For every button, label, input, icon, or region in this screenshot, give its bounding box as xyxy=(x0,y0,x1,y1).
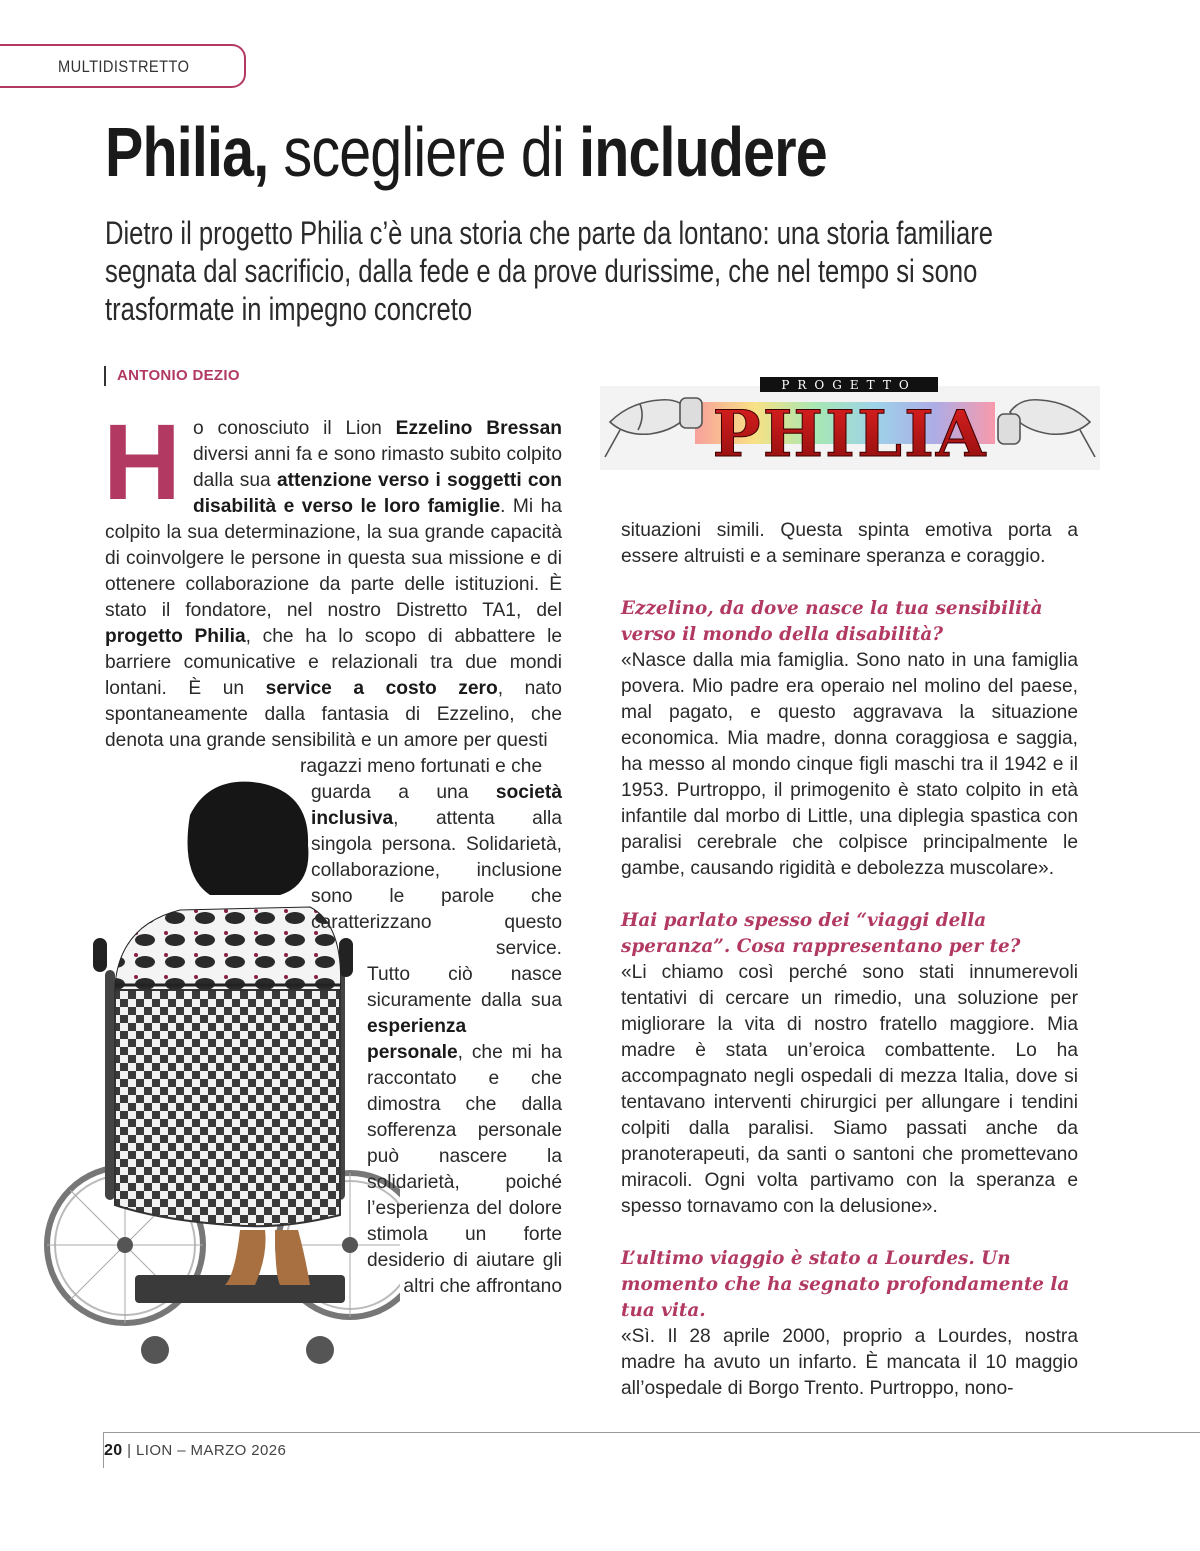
paragraph-continued: situazioni simili. Questa spinta emotiva porta a essere altruisti e a seminare speranza e coraggio. xyxy=(621,520,1078,567)
page-title xyxy=(105,110,827,194)
page-number: 20 xyxy=(104,1442,123,1459)
logo-top-label: PROGETTO xyxy=(781,378,917,392)
wrap-line-1: ragazzi meno fortunati e che xyxy=(300,756,543,777)
philia-logo xyxy=(600,372,1100,472)
answer-3: «Sì. Il 28 aprile 2000, proprio a Lourdes, nostra madre ha avuto un infarto. È mancata il 10 maggio all’ospedale di Borgo Trento. Purtroppo, nono- xyxy=(621,1326,1078,1399)
title-bold-2: includere xyxy=(579,113,827,191)
wrap-paragraph-b: Tutto ciò nasce sicuramente dalla sua esperienza personale, che mi ha raccontato e che dimostra che dalla sofferenza personale può nascere la solidarietà, poiché l’esperienza del dolore stimola un forte desiderio di aiutare gli altri che affrontano xyxy=(367,964,562,1297)
subtitle: Dietro il progetto Philia c’è una storia che parte da lontano: una storia familiare segnata dal sacrificio, dalla fede e da prove durissime, che nel tempo si sono trasformate in impegno concreto xyxy=(105,215,993,327)
wrap-paragraph-a: guarda a una società inclusiva, attenta alla singola persona. Solidarietà, collaborazione, inclusione sono le parole che caratterizzano questo service. xyxy=(311,782,562,959)
footer-divider xyxy=(103,1432,1200,1433)
question-3: L’ultimo viaggio è stato a Lourdes. Un momento che ha segnato profondamente la tua vita. xyxy=(621,1248,1070,1321)
page-footer: 20 | LION – MARZO 2026 xyxy=(104,1442,287,1459)
answer-1: «Nasce dalla mia famiglia. Sono nato in una famiglia povera. Mio padre era operaio nel molino del paese, mal pagato, e questo aggravava la situazione economica. Mia madre, donna coraggiosa e saggia, ha messo al mondo cinque figli maschi tra il 1942 e il 1953. Purtroppo, il primogenito è stato colpito in età infantile dal morbo di Little, una diplegia spastica con paralisi cerebrale che colpisce principalmente le gambe, causando rigidità e debolezza muscolare». xyxy=(621,650,1078,879)
drop-cap: H xyxy=(103,401,181,522)
title-bold-1: Philia, xyxy=(105,113,269,191)
magazine-issue: LION – MARZO 2026 xyxy=(136,1442,287,1459)
article-column-left xyxy=(103,401,563,1300)
section-tab xyxy=(0,44,246,88)
question-1: Ezzelino, da dove nasce la tua sensibilità verso il mondo della disabilità? xyxy=(621,598,1043,645)
wrap-text xyxy=(105,754,562,1300)
author-byline: ANTONIO DEZIO xyxy=(104,366,240,386)
question-2: Hai parlato spesso dei “viaggi della speranza”. Cosa rappresentano per te? xyxy=(621,910,1021,957)
title-regular: scegliere di xyxy=(268,113,580,191)
article-column-right xyxy=(621,518,1078,1402)
intro-paragraph: Ho conosciuto il Lion Ezzelino Bressan diversi anni fa e sono rimasto subito colpito dalla sua attenzione verso i soggetti con disabilità e verso le loro famiglie. Mi ha colpito la sua determinazione, la sua grande capacità di coinvolgere le persone in questa sua missione e di ottenere collaborazione da parte delle istituzioni. È stato il fondatore, nel nostro Distretto TA1, del progetto Philia, che ha lo scopo di abbattere le barriere comunicative e relazionali tra due mondi lontani. È un service a costo zero, nato spontaneamente dalla fantasia di Ezzelino, che denota una grande sensibilità e un amore per questi xyxy=(103,401,563,751)
logo-name: PHILIA xyxy=(712,397,988,472)
answer-2: «Li chiamo così perché sono stati innumerevoli tentativi di cercare un rimedio, una soluzione per migliorare la vita di nostro fratello maggiore. Mia madre è stata un’eroica combattente. Lo ha accompagnato negli ospedali di mezza Italia, dove si tentavano interventi chirurgici per allungare i tendini colpiti dalla paralisi. Siamo passati anche da pranoterapeuti, da santi o santoni che promettevano miracoli. Ogni volta partivamo con la speranza e spesso tornavamo con la delusione». xyxy=(621,962,1078,1217)
section-label: MULTIDISTRETTO xyxy=(58,57,190,76)
